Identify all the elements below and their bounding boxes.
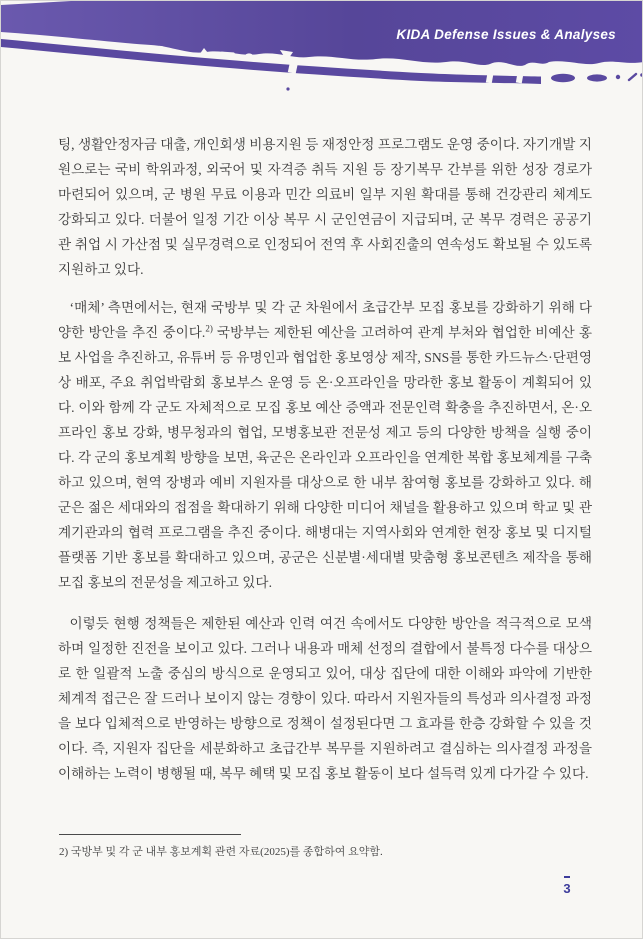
footnote bbox=[59, 844, 579, 861]
footnote-marker: 2) bbox=[59, 846, 69, 858]
header-brush-art bbox=[1, 1, 643, 101]
paragraph-benefits-text: 팅, 생활안정자금 대출, 개인회생 비용지원 등 재정안정 프로그램도 운영 중이다. 자기개발 지원으로는 국비 학위과정, 외국어 및 자격증 취득 지원 등 장기복무 간부를 위한 성장 경로가 마련되어 있으며, 군 병원 무료 이용과 민간 의료비 일부 지원 확대를 통해 건강관리 체계도 강화되고 있다. 더불어 일정 기간 이상 복무 시 군인연금이 지급되며, 군 복무 경력은 공공기관 취업 시 가산점 및 실무경력으로 인정되어 전역 후 사회진출의 연속성도 확보될 수 있도록 지원하고 있다. bbox=[58, 137, 592, 277]
paragraph-benefits bbox=[58, 132, 592, 282]
footnote-text: 국방부 및 각 군 내부 홍보계획 관련 자료(2025)를 종합하여 요약함. bbox=[68, 846, 383, 858]
article-body bbox=[58, 132, 592, 799]
paragraph-assessment-text: 이렇듯 현행 정책들은 제한된 예산과 인력 여건 속에서도 다양한 방안을 적극적으로 모색하며 일정한 진전을 보이고 있다. 그러나 내용과 매체 선정의 결합에서 불특정 다수를 대상으로 한 일괄적 노출 중심의 방식으로 운영되고 있어, 대상 집단에 대한 이해와 파악에 기반한 체계적 접근은 잘 드러나 보이지 않는 경향이 있다. 따라서 지원자들의 특성과 의사결정 과정을 보다 입체적으로 반영하는 방향으로 정책이 설정된다면 그 효과를 한층 강화할 수 있을 것이다. 즉, 지원자 집단을 세분화하고 초급간부 복무를 지원하려고 결심하는 의사결정 과정을 이해하는 노력이 병행될 때, 복무 혜택 및 모집 홍보 활동이 보다 설득력 있게 다가갈 수 있다. bbox=[58, 616, 592, 781]
page-number: 3 bbox=[563, 881, 571, 896]
footnote-separator bbox=[59, 834, 241, 835]
paragraph-media-text-before: ‘매체’ 측면에서는, 현재 국방부 및 각 군 차원에서 초급간부 모집 홍보를 강화하기 위해 다양한 방안을 추진 중이다. bbox=[58, 300, 592, 340]
footnote-ref-2: 2) bbox=[205, 323, 213, 334]
paragraph-media-text-after: 국방부는 제한된 예산을 고려하여 관계 부처와 협업한 비예산 홍보 사업을 추진하고, 유튜버 등 유명인과 협업한 홍보영상 제작, SNS를 통한 카드뉴스·단편영상 배포, 주요 취업박람회 홍보부스 운영 등 온·오프라인을 망라한 홍보 활동이 계획되어 있다. 이와 함께 각 군도 자체적으로 모집 홍보 예산 증액과 전문인력 확충을 추진하면서, 온·오프라인 홍보 강화, 병무청과의 협업, 모병홍보관 전문성 제고 등의 다양한 방책을 실행 중이다. 각 군의 홍보계획 방향을 보면, 육군은 온라인과 오프라인을 연계한 복합 홍보체계를 구축하고 있으며, 현역 장병과 예비 지원자를 대상으로 한 내부 참여형 홍보를 강화하고 있다. 해군은 젊은 세대와의 접점을 확대하기 위해 다양한 미디어 채널을 활용하고 있으며 학교 및 관계기관과의 협력 프로그램을 추진 중이다. 해병대는 지역사회와 연계한 현장 홍보 및 디지털 플랫폼 기반 홍보를 확대하고 있으며, 공군은 신분별·세대별 맞춤형 홍보콘텐츠 제작을 통해 모집 홍보의 전문성을 제고하고 있다. bbox=[58, 325, 592, 590]
paragraph-assessment bbox=[58, 611, 592, 786]
journal-title: KIDA Defense Issues & Analyses bbox=[396, 27, 616, 42]
page-number-block bbox=[557, 876, 577, 896]
paragraph-media bbox=[58, 295, 592, 595]
page-number-dash bbox=[564, 876, 570, 878]
